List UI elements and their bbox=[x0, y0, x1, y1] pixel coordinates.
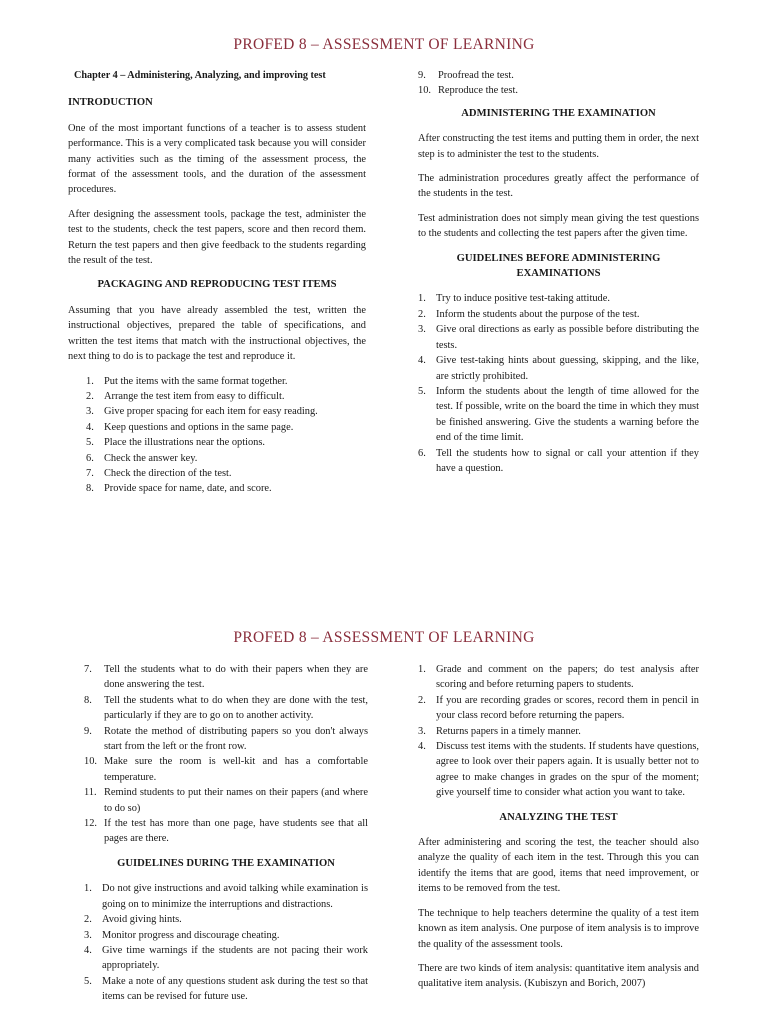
list-item-number: 1. bbox=[84, 883, 92, 895]
list-item-text: Check the answer key. bbox=[104, 452, 198, 464]
list-item-text: Avoid giving hints. bbox=[102, 914, 182, 926]
list-item-number: 3. bbox=[418, 324, 426, 336]
during-examination-heading: GUIDELINES DURING THE EXAMINATION bbox=[117, 857, 335, 869]
list-item-number: 10. bbox=[84, 756, 97, 768]
list-item-text: Discuss test items with the students. If students have questions, agree to look over their papers again. It is usually better not to agree to make changes in grades on the spur of the moment; give yourself time to consider what action you want to take. bbox=[436, 741, 699, 799]
list-item-number: 8. bbox=[84, 694, 92, 706]
list-item-number: 1. bbox=[418, 293, 426, 305]
list-item-number: 1. bbox=[86, 375, 94, 387]
left-column bbox=[68, 68, 366, 506]
list-item-number: 9. bbox=[84, 725, 92, 737]
list-item bbox=[418, 353, 699, 384]
after-examination-list bbox=[418, 662, 699, 801]
list-item bbox=[418, 322, 699, 353]
introduction-heading: INTRODUCTION bbox=[68, 97, 153, 109]
list-item bbox=[418, 307, 699, 322]
analyzing-paragraph-1: After administering and scoring the test, the teacher should also analyze the quality of each item in the test. Through this you can identify the items that are good, items that need improvement, or items to be removed from the test. bbox=[418, 837, 699, 895]
analyzing-paragraph-2: The technique to help teachers determine the quality of a test item known as item analysis. One purpose of item analysis is to improve the quality of the assessment tools. bbox=[418, 907, 699, 950]
guidelines-before-list-continued bbox=[84, 662, 368, 847]
intro-paragraph-1: One of the most important functions of a teacher is to assess student performance. This is a very complicated task because you will consider many activities such as the timing of the assessment process, the format of the assessment tools, and the duration of the assessment procedures. bbox=[68, 122, 366, 196]
list-item bbox=[418, 724, 699, 739]
list-item bbox=[84, 881, 368, 912]
list-item-text: Give proper spacing for each item for easy reading. bbox=[104, 406, 318, 418]
list-item bbox=[84, 724, 368, 755]
list-item bbox=[86, 420, 366, 435]
left-column bbox=[84, 662, 368, 1014]
list-item-number: 5. bbox=[418, 385, 426, 397]
list-item bbox=[418, 662, 699, 693]
list-item bbox=[84, 928, 368, 943]
list-item-text: Tell the students what to do with their papers when they are done answering the test. bbox=[104, 664, 368, 691]
list-item bbox=[418, 693, 699, 724]
page-header: PROFED 8 – ASSESSMENT OF LEARNING bbox=[233, 36, 535, 53]
page-header: PROFED 8 – ASSESSMENT OF LEARNING bbox=[233, 629, 535, 646]
list-item-text: Put the items with the same format together. bbox=[104, 375, 288, 387]
list-item bbox=[84, 943, 368, 974]
list-item-text: Tell the students what to do when they are done with the test, particularly if they are to go on to another activity. bbox=[104, 694, 368, 722]
list-item bbox=[84, 785, 368, 816]
list-item-number: 4. bbox=[86, 421, 94, 433]
list-item-text: Reproduce the test. bbox=[438, 85, 518, 97]
list-item-number: 6. bbox=[418, 447, 426, 459]
administering-heading: ADMINISTERING THE EXAMINATION bbox=[461, 107, 656, 119]
during-examination-list bbox=[84, 881, 368, 1004]
admin-paragraph-1: After constructing the test items and putting them in order, the next step is to administer the test to the students. bbox=[418, 133, 699, 160]
list-item-number: 1. bbox=[418, 664, 426, 675]
list-item-text: Make a note of any questions student ask during the test so that items can be revised for future use. bbox=[102, 975, 368, 1003]
list-item-text: If the test has more than one page, have students see that all pages are there. bbox=[104, 818, 368, 845]
list-item bbox=[418, 68, 699, 83]
list-item bbox=[84, 693, 368, 724]
list-item-number: 2. bbox=[86, 390, 94, 402]
list-item-number: 9. bbox=[418, 70, 426, 81]
right-column bbox=[418, 662, 699, 1001]
list-item bbox=[418, 739, 699, 801]
list-item bbox=[84, 662, 368, 693]
list-item-text: Check the direction of the test. bbox=[104, 467, 232, 479]
list-item bbox=[86, 435, 366, 450]
packaging-list bbox=[86, 374, 366, 497]
list-item-text: Tell the students how to signal or call your attention if they have a question. bbox=[436, 447, 699, 474]
list-item-text: Rotate the method of distributing papers so you don't always start from the left or the front row. bbox=[104, 725, 368, 753]
list-item bbox=[86, 374, 366, 389]
intro-paragraph-2: After designing the assessment tools, package the test, administer the test to the students, check the test papers, score and then record them. Return the test papers and then give feedback to the students regarding the result of the test. bbox=[68, 208, 366, 267]
list-item-text: Place the illustrations near the options. bbox=[104, 437, 266, 449]
guidelines-before-list bbox=[418, 291, 699, 476]
list-item bbox=[86, 451, 366, 466]
list-item-number: 12. bbox=[84, 818, 97, 830]
list-item-number: 5. bbox=[84, 975, 92, 987]
list-item bbox=[84, 816, 368, 847]
list-item-text: Keep questions and options in the same page. bbox=[104, 421, 294, 433]
list-item-number: 2. bbox=[418, 694, 426, 706]
list-item-text: Give test-taking hints about guessing, skipping, and the like, are strictly prohibited. bbox=[436, 355, 699, 382]
list-item bbox=[418, 83, 699, 98]
list-item-number: 3. bbox=[418, 725, 426, 737]
list-item-text: Give time warnings if the students are not pacing their work appropriately. bbox=[102, 944, 368, 972]
admin-paragraph-2: The administration procedures greatly affect the performance of the students in the test. bbox=[418, 173, 699, 200]
list-item-number: 8. bbox=[86, 483, 94, 495]
list-item-number: 7. bbox=[84, 664, 92, 675]
list-item bbox=[418, 291, 699, 306]
list-item-number: 10. bbox=[418, 85, 431, 97]
list-item-number: 2. bbox=[418, 308, 426, 320]
list-item bbox=[84, 974, 368, 1005]
list-item-number: 2. bbox=[84, 914, 92, 926]
list-item-text: Try to induce positive test-taking attitude. bbox=[436, 293, 610, 305]
list-item-number: 4. bbox=[418, 355, 426, 367]
list-item-text: Provide space for name, date, and score. bbox=[104, 483, 272, 495]
analyzing-paragraph-3: There are two kinds of item analysis: quantitative item analysis and qualitative item analysis. (Kubiszyn and Borich, 2007) bbox=[418, 962, 699, 990]
list-item-number: 7. bbox=[86, 467, 94, 479]
list-item bbox=[418, 384, 699, 446]
list-item-number: 6. bbox=[86, 452, 94, 464]
list-item-text: Proofread the test. bbox=[438, 70, 514, 81]
list-item-text: Do not give instructions and avoid talking while examination is going on to minimize the interruptions and distractions. bbox=[102, 883, 368, 910]
chapter-title: Chapter 4 – Administering, Analyzing, and improving test bbox=[74, 70, 326, 81]
list-item-text: Returns papers in a timely manner. bbox=[436, 725, 581, 737]
list-item bbox=[84, 754, 368, 785]
list-item-text: If you are recording grades or scores, record them in pencil in your class record before returning the papers. bbox=[436, 694, 699, 722]
right-column bbox=[418, 68, 699, 485]
document-page-2 bbox=[0, 600, 768, 1024]
admin-paragraph-3: Test administration does not simply mean giving the test questions to the students and collecting the test papers after the given time. bbox=[418, 212, 699, 240]
list-item-number: 4. bbox=[418, 741, 426, 753]
analyzing-heading: ANALYZING THE TEST bbox=[499, 811, 618, 823]
list-item bbox=[86, 404, 366, 419]
list-item bbox=[86, 389, 366, 404]
list-item-text: Grade and comment on the papers; do test analysis after scoring and before returning papers to students. bbox=[436, 664, 699, 691]
list-item-number: 3. bbox=[84, 929, 92, 941]
list-item-text: Monitor progress and discourage cheating. bbox=[102, 929, 280, 941]
list-item-number: 5. bbox=[86, 437, 94, 449]
list-item-number: 11. bbox=[84, 787, 97, 799]
list-item-text: Remind students to put their names on their papers (and where to do so) bbox=[104, 787, 368, 814]
list-item bbox=[418, 446, 699, 477]
list-item-text: Inform the students about the purpose of the test. bbox=[436, 308, 640, 320]
list-item bbox=[84, 912, 368, 927]
packaging-heading: PACKAGING AND REPRODUCING TEST ITEMS bbox=[97, 279, 337, 291]
list-item-text: Arrange the test item from easy to difficult. bbox=[104, 390, 285, 402]
list-item-text: Inform the students about the length of time allowed for the test. If possible, write on the board the time in which they must be finished answering. Give the students a warning before the end of the time limit. bbox=[436, 385, 699, 444]
list-item bbox=[86, 481, 366, 496]
list-item-number: 4. bbox=[84, 944, 92, 956]
list-item-text: Give oral directions as early as possible before distributing the tests. bbox=[436, 324, 699, 351]
list-item-text: Make sure the room is well-kit and has a comfortable temperature. bbox=[104, 756, 368, 783]
packaging-list-continued bbox=[418, 68, 699, 99]
list-item-number: 3. bbox=[86, 406, 94, 418]
packaging-paragraph: Assuming that you have already assembled the test, written the instructional objectives, prepared the table of specifications, and written the test items that match with the instructional objectives, the next thing to do is to package the test and reproduce it. bbox=[68, 304, 366, 363]
list-item bbox=[86, 466, 366, 481]
guidelines-before-heading: GUIDELINES BEFORE ADMINISTERING EXAMINATIONS bbox=[456, 252, 661, 280]
